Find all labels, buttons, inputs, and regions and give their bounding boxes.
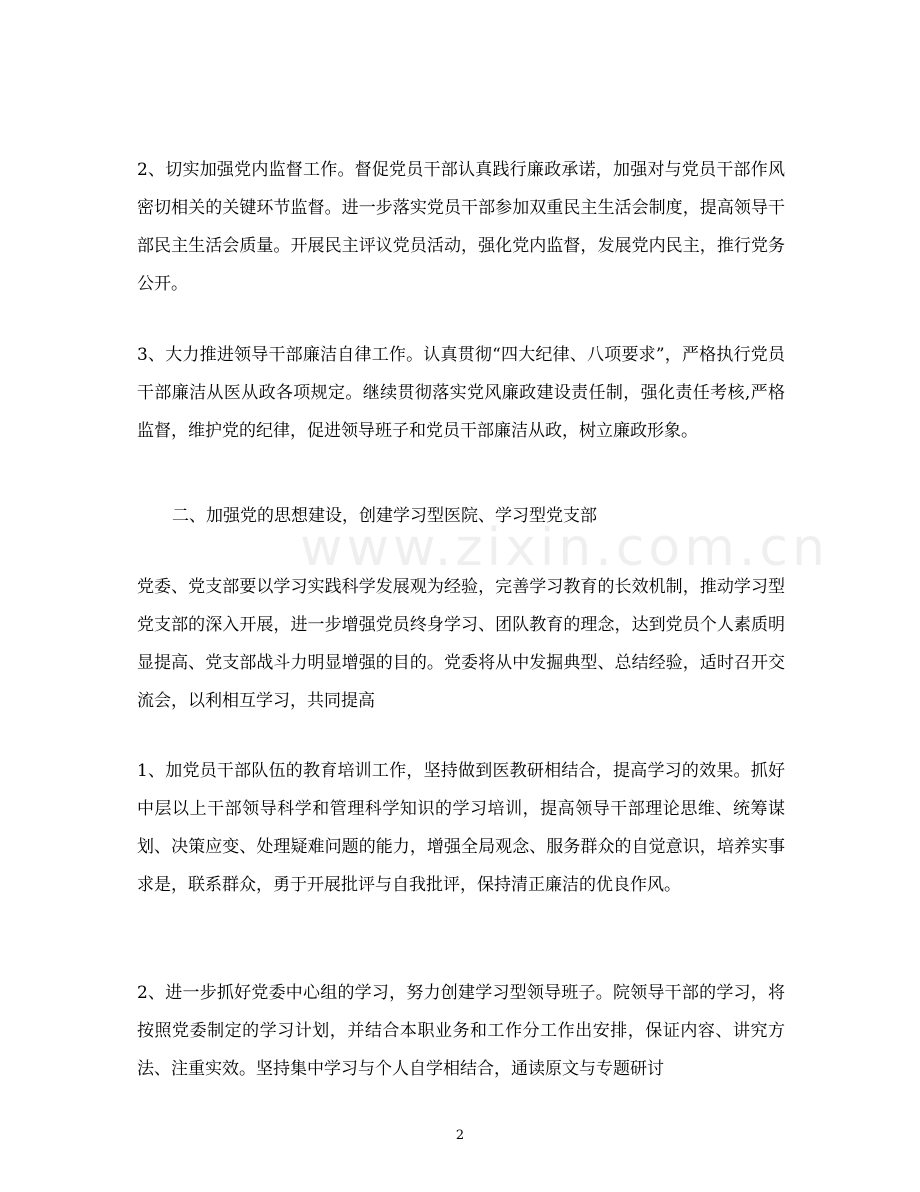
page-number: 2 <box>455 1128 465 1143</box>
watermark: www.zixin.com.cn <box>300 518 829 578</box>
section-heading: 二、加强党的思想建设，创建学习型医院、学习型党支部 <box>172 506 597 526</box>
paragraph-central-group-study: 2、进一步抓好党委中心组的学习，努力创建学习型领导班子。院领导干部的学习，将按照党委制定的学习计划，并结合本职业务和工作分工作出安排，保证内容、讲究方法、注重实效。坚持集中学习与个人自学相结合，通读原文与专题研讨 <box>137 983 785 1079</box>
paragraph-cadre-training: 1、加党员干部队伍的教育培训工作，坚持做到医教研相结合，提高学习的效果。抓好中层以上干部领导科学和管理科学知识的学习培训，提高领导干部理论思维、统筹谋划、决策应变、处理疑难问题的能力，增强全局观念、服务群众的自觉意识，培养实事求是，联系群众，勇于开展批评与自我批评，保持清正廉洁的优良作风。 <box>137 761 785 895</box>
paragraph-learning-party-branch: 党委、党支部要以学习实践科学发展观为经验，完善学习教育的长效机制，推动学习型党支部的深入开展，进一步增强党员终身学习、团队教育的理念，达到党员个人素质明显提高、党支部战斗力明显增强的目的。党委将从中发掘典型、总结经验，适时召开交流会，以利相互学习，共同提高 <box>137 577 785 711</box>
paragraph-supervision: 2、切实加强党内监督工作。督促党员干部认真践行廉政承诺，加强对与党员干部作风密切相关的关键环节监督。进一步落实党员干部参加双重民主生活会制度，提高领导干部民主生活会质量。开展民主评议党员活动，强化党内监督，发展党内民主，推行党务公开。 <box>137 160 785 294</box>
paragraph-self-discipline: 3、大力推进领导干部廉洁自律工作。认真贯彻“四大纪律、八项要求”，严格执行党员干部廉洁从医从政各项规定。继续贯彻落实党风廉政建设责任制，强化责任考核,严格监督，维护党的纪律，促进领导班子和党员干部廉洁从政，树立廉政形象。 <box>137 345 785 441</box>
